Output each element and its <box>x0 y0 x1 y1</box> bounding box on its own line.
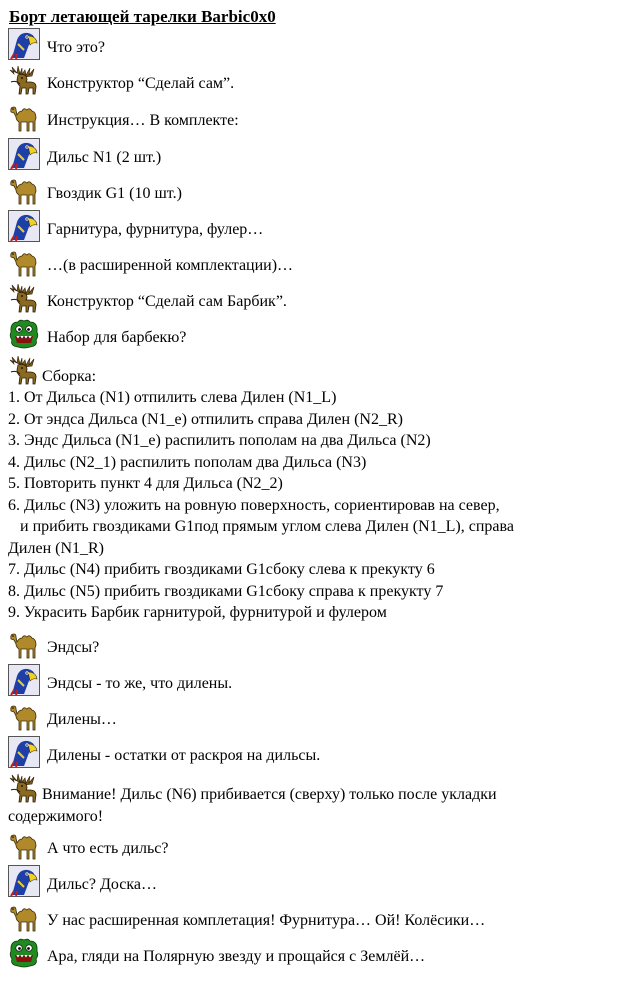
dialogue-text: Внимание! Дильс (N6) прибивается (сверху) только после укладки <box>42 786 497 803</box>
camel-icon <box>8 700 40 732</box>
dialogue-text: Ара, гляди на Полярную звезду и прощайся с Землёй… <box>47 948 426 965</box>
parrot-icon <box>8 736 40 768</box>
dialogue-line <box>8 210 613 244</box>
dialogue-line <box>8 354 613 388</box>
dialogue-line <box>8 829 613 863</box>
step-line: 3. Эндс Дильса (N1_e) распилить пополам на два Дильса (N2) <box>8 432 431 449</box>
dialogue-text: У нас расширенная комплетация! Фурнитура… Ой! Колёсики… <box>47 912 486 929</box>
dialogue-text: …(в расширенной комплектации)… <box>47 257 294 274</box>
camel-icon <box>8 174 40 206</box>
moose-icon <box>8 282 40 314</box>
dialogue-text: Эндсы - то же, что дилены. <box>47 675 233 692</box>
parrot-icon <box>8 210 40 242</box>
dialogue-line <box>8 937 613 971</box>
dialogue-text: Набор для барбекю? <box>47 329 187 346</box>
dialogue-line <box>8 772 613 806</box>
dialogue-line <box>8 700 613 734</box>
step-line: 7. Дильс (N4) прибить гвоздиками G1сбоку слева к прекукту 6 <box>8 561 435 578</box>
dialogue-text: Дильс? Доска… <box>47 876 158 893</box>
moose-icon <box>8 772 40 804</box>
dialogue-line <box>8 101 613 135</box>
dialogue-text: Дилены - остатки от раскроя на дильсы. <box>47 747 321 764</box>
dialogue-line <box>8 664 613 698</box>
dialogue-line <box>8 318 613 352</box>
step-line: и прибить гвоздиками G1под прямым углом слева Дилен (N1_L), справа <box>8 518 514 535</box>
dialogue-text: Гарнитура, фурнитура, фулер… <box>47 221 264 238</box>
dialogue-text: Что это? <box>47 39 105 56</box>
dialogue-line <box>8 64 613 98</box>
moose-icon <box>8 354 40 386</box>
step-line: 2. От эндса Дильса (N1_e) отпилить справа Дилен (N2_R) <box>8 410 403 428</box>
dialogue-line <box>8 736 613 770</box>
dialogue-line <box>8 246 613 280</box>
dialogue-line <box>8 28 613 62</box>
camel-icon <box>8 246 40 278</box>
camel-icon <box>8 829 40 861</box>
parrot-icon <box>8 28 40 60</box>
step-line: 9. Украсить Барбик гарнитурой, фурнитурой и фулером <box>8 604 387 621</box>
monster-icon <box>8 318 40 350</box>
dialogue-line <box>8 901 613 935</box>
dialogue-text: Дильс N1 (2 шт.) <box>47 149 162 166</box>
dialogue-text: А что есть дильс? <box>47 840 169 857</box>
step-line: Дилен (N1_R) <box>8 539 105 557</box>
dialogue-line <box>8 628 613 662</box>
moose-icon <box>8 64 40 96</box>
dialogue-line <box>8 138 613 172</box>
dialogue-text: Дилены… <box>47 711 117 728</box>
dialogue-text: Конструктор “Сделай сам”. <box>47 75 235 92</box>
camel-icon <box>8 101 40 133</box>
dialogue-text: Эндсы? <box>47 639 100 656</box>
step-line: 8. Дильс (N5) прибить гвоздиками G1сбоку справа к прекукту 7 <box>8 582 444 600</box>
dialogue-line <box>8 282 613 316</box>
step-line: 4. Дильс (N2_1) распилить пополам два Дильса (N3) <box>8 453 367 471</box>
dialogue-text: Сборка: <box>42 368 97 385</box>
dialogue-text: Инструкция… В комплекте: <box>47 112 239 129</box>
step-line: 5. Повторить пункт 4 для Дильса (N2_2) <box>8 475 283 492</box>
dialogue-line <box>8 174 613 208</box>
page-title: Борт летающей тарелки Barbic0x0 <box>9 7 276 26</box>
assembly-steps <box>8 387 608 624</box>
monster-icon <box>8 937 40 969</box>
camel-icon <box>8 901 40 933</box>
dialogue-line <box>8 865 613 899</box>
dialogue-text-continuation: содержимого! <box>8 808 104 825</box>
parrot-icon <box>8 664 40 696</box>
camel-icon <box>8 628 40 660</box>
parrot-icon <box>8 865 40 897</box>
parrot-icon <box>8 138 40 170</box>
dialogue-text: Гвоздик G1 (10 шт.) <box>47 185 182 202</box>
step-line: 1. От Дильса (N1) отпилить слева Дилен (N1_L) <box>8 389 337 406</box>
step-line: 6. Дильс (N3) уложить на ровную поверхность, сориентировав на север, <box>8 496 500 514</box>
dialogue-text: Конструктор “Сделай сам Барбик”. <box>47 293 287 310</box>
